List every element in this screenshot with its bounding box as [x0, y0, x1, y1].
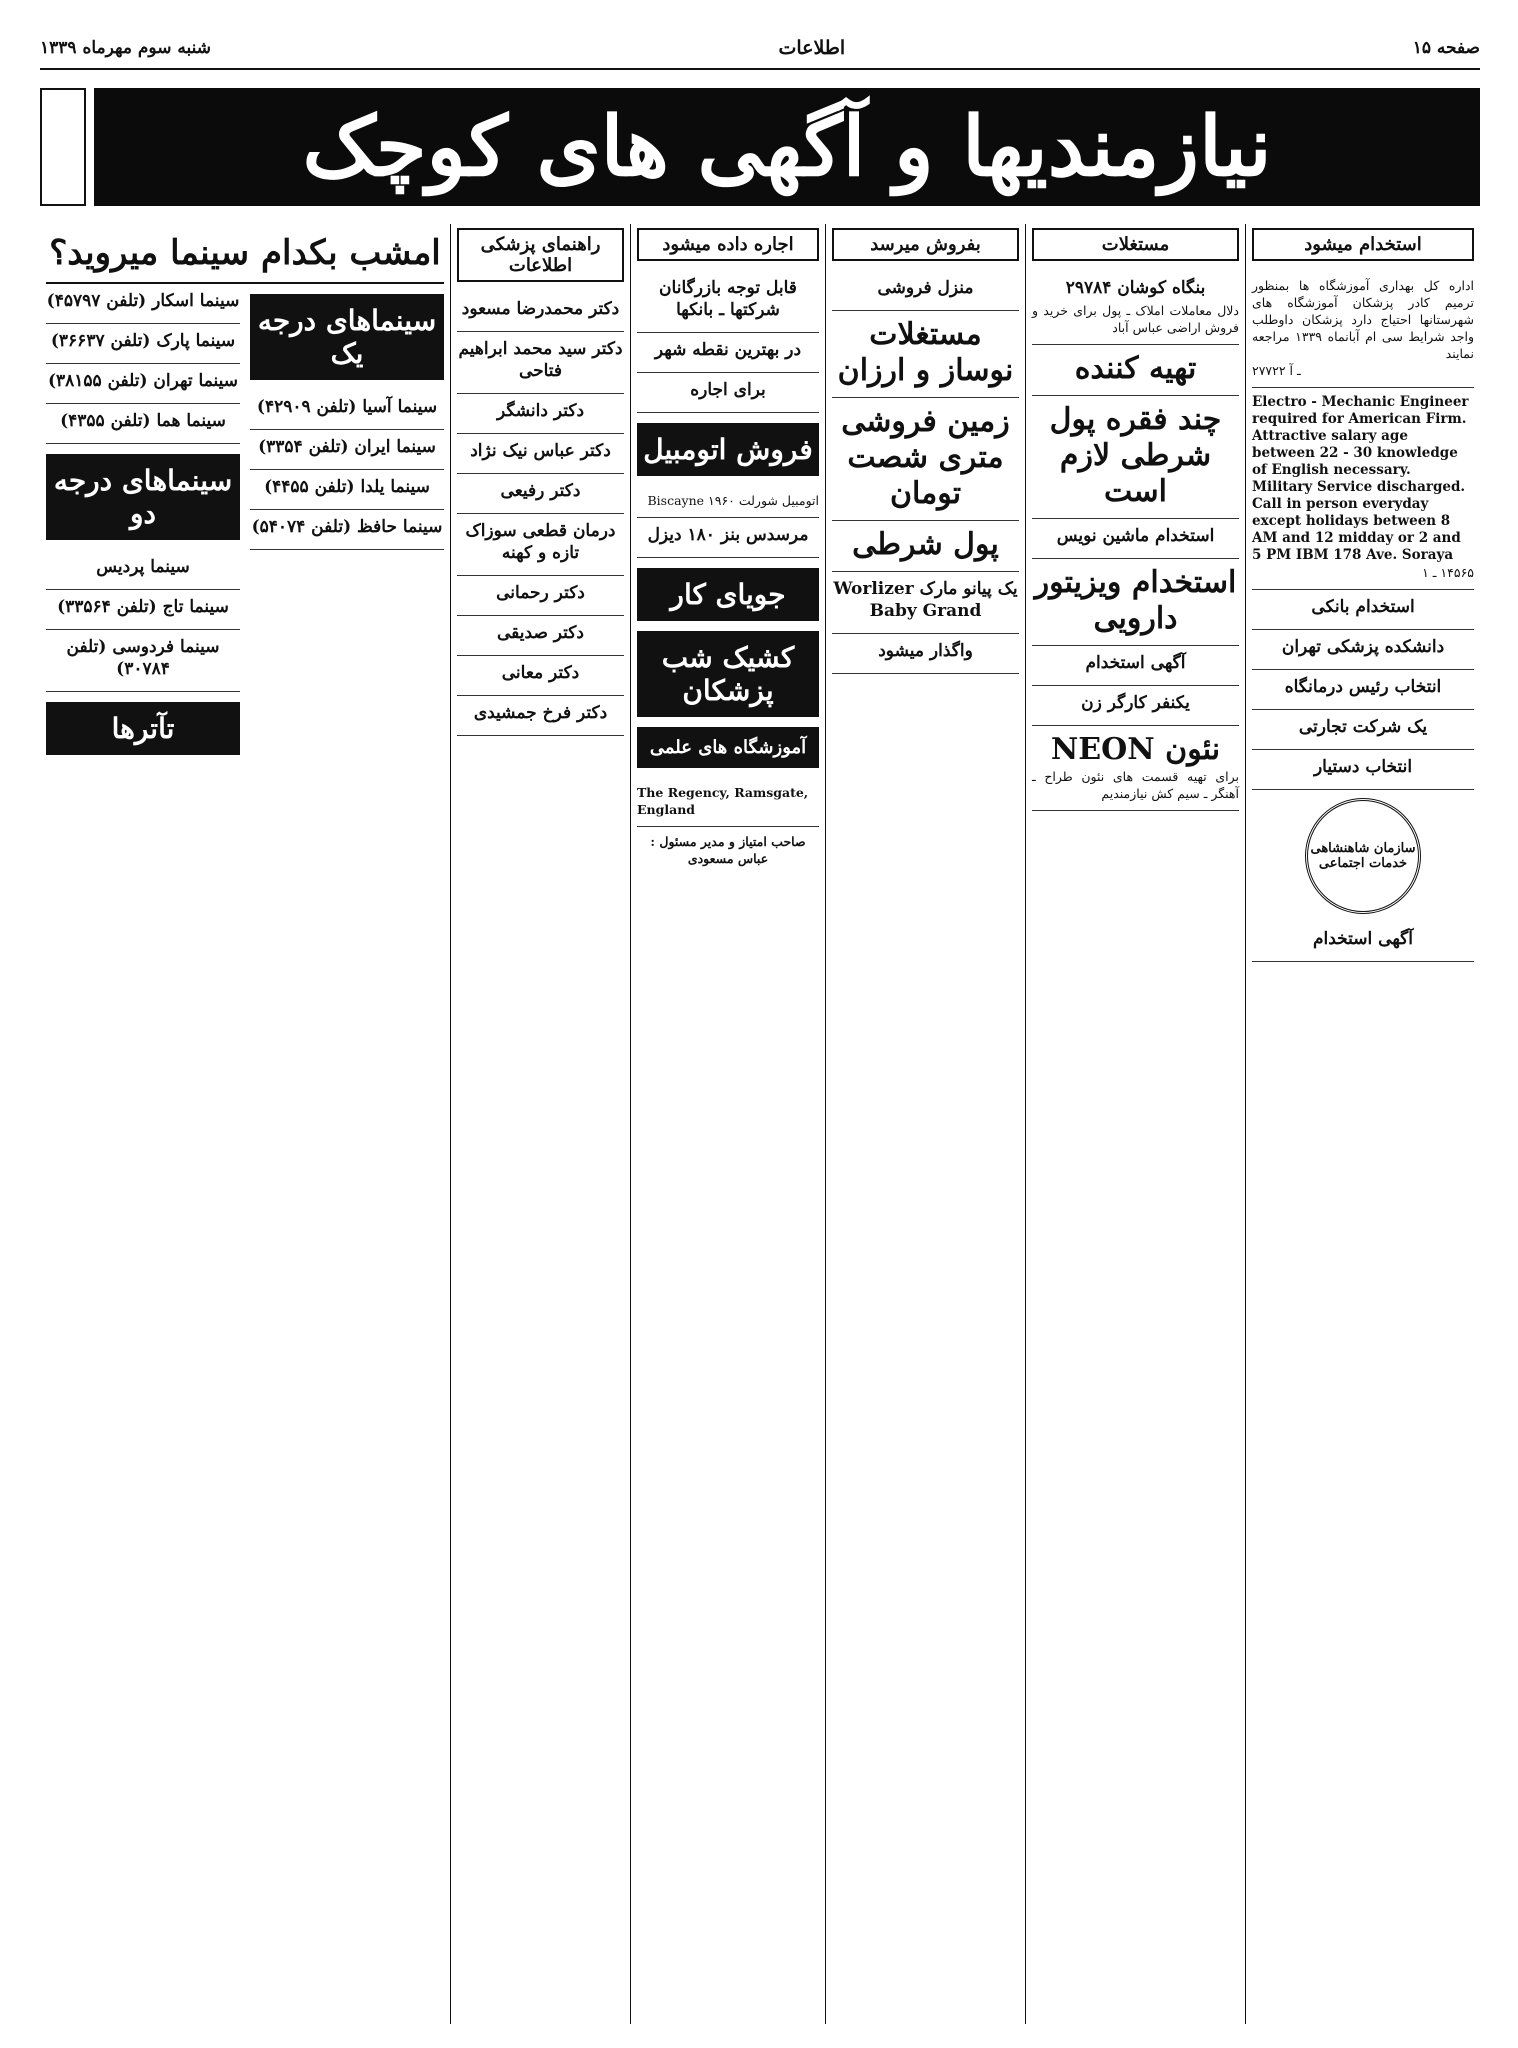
doctor-3-name: دکتر دانشگر: [496, 401, 585, 421]
doctor-7: [457, 576, 624, 616]
doctor-9-name: دکتر معانی: [501, 663, 580, 683]
doctor-4-name: دکتر عباس نیک نژاد: [470, 441, 611, 461]
banner-corner-box: [40, 88, 86, 206]
cinema-second-class-head: سینماهای درجه دو: [46, 454, 240, 540]
ad-clinic-head: [1252, 670, 1474, 710]
doctor-7-name: دکتر رحمانی: [496, 583, 585, 603]
doctor-2-name: دکتر سید محمد ابراهیم فتاحی: [458, 339, 623, 381]
ad-employment-notice: [1252, 922, 1474, 962]
ad-house-sale-title: منزل فروشی: [877, 278, 974, 298]
ad-koushan-title: بنگاه کوشان ۲۹۷۸۴: [1065, 278, 1206, 298]
ad-clinic-head-title: انتخاب رئیس درمانگاه: [1284, 677, 1442, 697]
ad-neon-title: نئون NEON: [1050, 732, 1221, 767]
ad-chevrolet: [637, 486, 819, 518]
doctor-4: [457, 434, 624, 474]
cinema-7: [46, 404, 240, 444]
ad-transfer: [832, 634, 1019, 674]
ad-assistant-title: انتخاب دستیار: [1313, 757, 1413, 777]
column-cinema: [40, 224, 450, 2024]
ad-mercedes: [637, 518, 819, 558]
doctors-head: راهنمای پزشکی اطلاعات: [457, 228, 624, 282]
column-doctors: [450, 224, 630, 2024]
doctor-6: [457, 514, 624, 576]
social-services-emblem: سازمان شاهنشاهی خدمات اجتماعی: [1305, 798, 1421, 914]
ad-typist: [1032, 519, 1239, 559]
publisher-footer: صاحب امتیاز و مدیر مسئول : عباس مسعودی: [650, 834, 806, 866]
cinema-6-name: سینما یلدا (تلفن ۴۴۵۵): [264, 477, 430, 497]
ad-health-phone: ۲۷۷۲۲ ـ آ: [1252, 363, 1301, 378]
ad-conditional-money-2-title: پول شرطی: [852, 527, 999, 562]
cinema-4-name: سینما تهران (تلفن ۳۸۱۵۵): [47, 371, 239, 391]
ad-land-sale: [832, 398, 1019, 521]
ad-provider-title: تهیه کننده: [1074, 351, 1197, 386]
cinema-5: [250, 430, 444, 470]
ad-new-buildings-title: مستغلات نوساز و ارزان: [837, 317, 1014, 388]
theaters-head: تآترها: [46, 702, 240, 755]
ad-neon: [1032, 726, 1239, 811]
ad-bank-title: استخدام بانکی: [1311, 597, 1415, 617]
cinema-3-name: سینما آسیا (تلفن ۴۲۹۰۹): [256, 397, 438, 417]
ad-merchants-title: قابل توجه بازرگانان شرکتها ـ بانکها: [659, 278, 797, 320]
ad-koushan-text: دلال معاملات املاک ـ پول برای خرید و فروش اراضی عباس آباد: [1032, 303, 1239, 335]
ad-health-text: اداره کل بهداری آموزشگاه ها بمنظور ترمیم کادر پزشکان آموزشگاه های شهرستانها احتیاج دارد پزشکان داوطلب واجد شرایط سی ام آبانماه ۱۳۳۹ مراجعه نمایند: [1252, 278, 1475, 361]
doctor-1: [457, 292, 624, 332]
cinema-1-name: سینما اسکار (تلفن ۴۵۷۹۷): [46, 291, 240, 311]
doctor-6-name: درمان قطعی سوزاک تازه و کهنه: [465, 521, 616, 563]
ad-conditional-money-2: [832, 521, 1019, 572]
ad-engineer: [1252, 388, 1474, 590]
cinema-8: [250, 510, 444, 550]
columns: [40, 224, 1480, 2024]
ad-conditional-money-title: چند فقره پول شرطی لازم است: [1049, 402, 1222, 509]
ad-visitor: [1032, 559, 1239, 646]
ad-provider: [1032, 345, 1239, 396]
doctor-10-name: دکتر فرخ جمشیدی: [473, 703, 608, 723]
page-number: صفحه ۱۵: [1412, 38, 1480, 58]
doctor-8-name: دکتر صدیقی: [497, 623, 584, 643]
ad-best-spot: [637, 333, 819, 373]
ad-transfer-title: واگذار میشود: [878, 641, 973, 661]
ad-new-buildings: [832, 311, 1019, 398]
page-date: شنبه سوم مهرماه ۱۳۳۹: [40, 38, 211, 58]
cinema-10: [46, 590, 240, 630]
ad-best-spot-title: در بهترین نقطه شهر: [654, 340, 802, 360]
cinema-2: [46, 324, 240, 364]
ad-for-rent: [637, 373, 819, 413]
cinema-7-name: سینما هما (تلفن ۴۳۵۵): [60, 411, 226, 431]
column-rentals: [1025, 224, 1245, 2024]
ad-assistant: [1252, 750, 1474, 790]
cinema-5-name: سینما ایران (تلفن ۳۳۵۴): [258, 437, 436, 457]
ad-regency-text: The Regency, Ramsgate, England: [637, 785, 809, 817]
ad-female-worker: [1032, 686, 1239, 726]
job-seekers-head: جویای کار: [637, 568, 819, 621]
ad-employment-2-title: آگهی استخدام: [1085, 653, 1186, 673]
ad-trading-co-title: یک شرکت تجارتی: [1298, 717, 1428, 737]
page-header: [40, 28, 1480, 70]
doctor-10: [457, 696, 624, 736]
cinema-sub-right: [46, 284, 240, 765]
ad-engineer-text: Electro - Mechanic Engineer required for American Firm. Attractive salary age between 22 - 30 knowledge of English necessary. Military Service discharged. Call in person everyday except holidays between 8 AM and 12 midday or 2 and 5 PM IBM 178 Ave. Soraya: [1252, 394, 1469, 563]
schools-head: آموزشگاه های علمی: [637, 727, 819, 768]
ad-regency: [637, 778, 819, 827]
ad-piano-title: یک پیانو مارک Worlizer Baby Grand: [833, 579, 1018, 621]
cinema-first-class-head: سینماهای درجه یک: [250, 294, 444, 380]
cinema-1: [46, 284, 240, 324]
cinema-4: [46, 364, 240, 404]
employment-head: استخدام میشود: [1252, 228, 1474, 261]
column-employment: [1245, 224, 1480, 2024]
cinema-title: امشب بکدام سینما میروید؟: [46, 224, 444, 284]
ad-typist-title: استخدام ماشین نویس: [1056, 526, 1215, 546]
ad-land-sale-title: زمین فروشی متری شصت تومان: [841, 404, 1010, 511]
paper-name: اطلاعات: [778, 37, 846, 59]
ad-visitor-title: استخدام ویزیتور دارویی: [1034, 565, 1237, 636]
ad-employment-2: [1032, 646, 1239, 686]
ad-neon-text: برای تهیه قسمت های نئون طراح ـ آهنگر ـ سیم کش نیازمندیم: [1032, 769, 1239, 801]
doctor-3: [457, 394, 624, 434]
doctor-1-name: دکتر محمدرضا مسعود: [461, 299, 620, 319]
rentals-head: مستغلات: [1032, 228, 1239, 261]
doctor-5-name: دکتر رفیعی: [500, 481, 581, 501]
ad-mercedes-title: مرسدس بنز ۱۸۰ دیزل: [647, 525, 809, 545]
cinema-9-name: سینما پردیس: [96, 557, 190, 577]
ad-health-dept: [1252, 271, 1474, 388]
car-sale-head: فروش اتومبیل: [637, 423, 819, 476]
lease-head: اجاره داده میشود: [637, 228, 819, 261]
ad-conditional-money: [1032, 396, 1239, 519]
cinema-6: [250, 470, 444, 510]
newspaper-page: [40, 28, 1480, 2024]
doctor-2: [457, 332, 624, 394]
cinema-11-name: سینما فردوسی (تلفن ۳۰۷۸۴): [66, 637, 220, 679]
ad-medical-school-title: دانشکده پزشکی تهران: [1281, 637, 1445, 657]
ad-female-worker-title: یکنفر کارگر زن: [1081, 693, 1190, 713]
cinema-9: [46, 550, 240, 590]
ad-engineer-phone: ۱۴۵۶۵ ـ ۱: [1422, 565, 1474, 580]
doctor-9: [457, 656, 624, 696]
doctor-8: [457, 616, 624, 656]
cinema-grid: [46, 284, 444, 765]
cinema-3: [250, 390, 444, 430]
ad-bank: [1252, 590, 1474, 630]
ad-trading-co: [1252, 710, 1474, 750]
ad-house-sale: [832, 271, 1019, 311]
cinema-11: [46, 630, 240, 692]
ad-medical-school: [1252, 630, 1474, 670]
column-sales: [825, 224, 1025, 2024]
ad-chevrolet-text: اتومبیل شورلت ۱۹۶۰ Biscayne: [647, 493, 819, 508]
cinema-10-name: سینما تاج (تلفن ۳۳۵۶۴): [57, 597, 229, 617]
night-doctors-head: کشیک شب پزشکان: [637, 631, 819, 717]
classifieds-banner: نیازمندیها و آگهی های کوچک: [94, 88, 1480, 206]
ad-for-rent-title: برای اجاره: [690, 380, 766, 400]
cinema-sub-left: [250, 284, 444, 765]
ad-piano: [832, 572, 1019, 634]
ad-employment-notice-title: آگهی استخدام: [1313, 929, 1413, 949]
sales-head: بفروش میرسد: [832, 228, 1019, 261]
ad-merchants: [637, 271, 819, 333]
ad-koushan: [1032, 271, 1239, 345]
column-lease: [630, 224, 825, 2024]
cinema-2-name: سینما پارک (تلفن ۳۶۶۳۷): [50, 331, 236, 351]
cinema-8-name: سینما حافظ (تلفن ۵۴۰۷۴): [251, 517, 443, 537]
doctor-5: [457, 474, 624, 514]
